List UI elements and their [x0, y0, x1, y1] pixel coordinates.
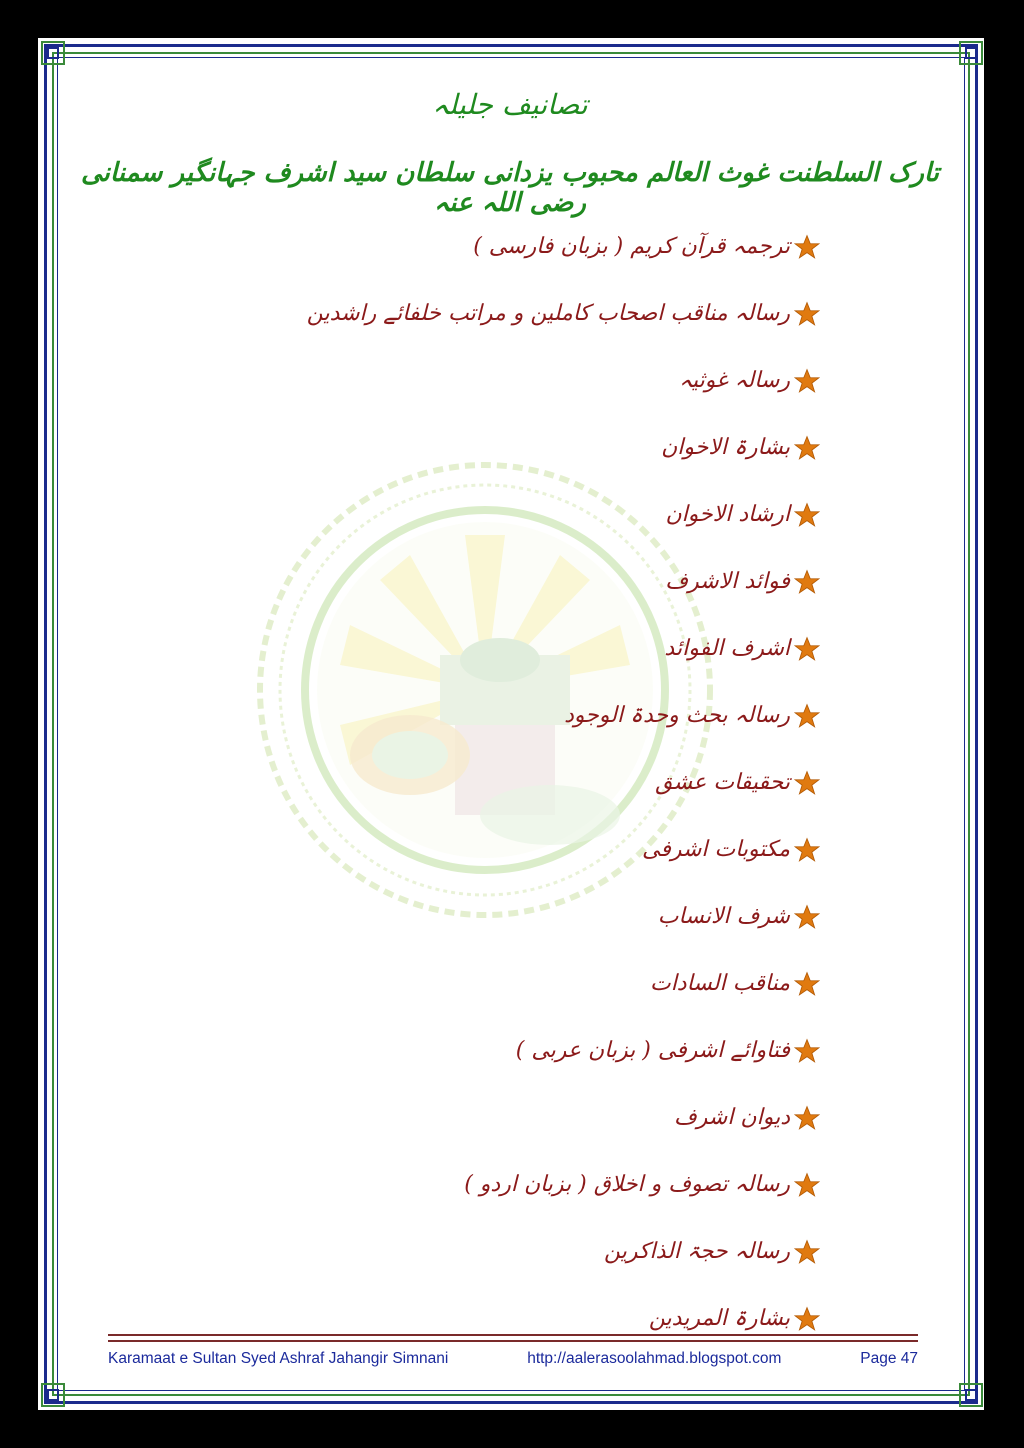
work-title: بشارۃ الاخوان: [661, 435, 790, 460]
list-item: [120, 347, 820, 414]
star-icon: [794, 837, 820, 863]
star-icon: [794, 770, 820, 796]
corner-ornament-bottom-right-icon: [958, 1382, 984, 1408]
work-title: تحقیقات عشق: [655, 770, 790, 795]
list-item: [120, 1084, 820, 1151]
list-item: [120, 1017, 820, 1084]
list-item: [120, 481, 820, 548]
star-icon: [794, 368, 820, 394]
list-item: [120, 280, 820, 347]
footer-page-number: Page 47: [860, 1350, 918, 1367]
work-title: فتاوائے اشرفی ( بزبان عربی ): [515, 1038, 790, 1063]
work-title: اشرف الفوائد: [664, 636, 790, 661]
star-icon: [794, 636, 820, 662]
work-title: رسالہ بحث وحدۃ الوجود: [564, 703, 790, 728]
star-icon: [794, 1306, 820, 1332]
list-item: [120, 548, 820, 615]
list-item: [120, 1151, 820, 1218]
footer-divider: [108, 1334, 918, 1342]
star-icon: [794, 301, 820, 327]
page-title: تصانیف جلیلہ: [432, 88, 588, 121]
list-item: [120, 749, 820, 816]
footer-url-link[interactable]: http://aalerasoolahmad.blogspot.com: [527, 1350, 782, 1367]
star-icon: [794, 569, 820, 595]
work-title: فوائد الاشرف: [665, 569, 790, 594]
corner-ornament-top-left-icon: [40, 40, 66, 66]
corner-ornament-bottom-left-icon: [40, 1382, 66, 1408]
work-title: شرف الانساب: [657, 904, 790, 929]
list-item: [120, 414, 820, 481]
list-item: [120, 682, 820, 749]
star-icon: [794, 435, 820, 461]
star-icon: [794, 234, 820, 260]
star-icon: [794, 1239, 820, 1265]
star-icon: [794, 904, 820, 930]
work-title: رسالہ حجۃ الذاکرین: [604, 1239, 790, 1264]
star-icon: [794, 1105, 820, 1131]
star-icon: [794, 703, 820, 729]
list-item: [120, 816, 820, 883]
star-icon: [794, 1172, 820, 1198]
list-item: [120, 615, 820, 682]
list-item: [120, 1218, 820, 1285]
work-title: بشارۃ المریدین: [648, 1306, 790, 1331]
work-title: ارشاد الاخوان: [665, 502, 790, 527]
work-title: مکتوبات اشرفی: [641, 837, 790, 862]
work-title: رسالہ مناقب اصحاب کاملین و مراتب خلفائے راشدین: [306, 301, 790, 326]
list-item: [120, 950, 820, 1017]
page-subtitle: تارک السلطنت غوث العالم محبوب یزدانی سلطان سید اشرف جہانگیر سمنانی رضی اللہ عنہ: [80, 158, 940, 218]
work-title: مناقب السادات: [649, 971, 790, 996]
work-title: دیوان اشرف: [673, 1105, 790, 1130]
star-icon: [794, 971, 820, 997]
page-footer: [108, 1350, 918, 1368]
corner-ornament-top-right-icon: [958, 40, 984, 66]
list-item: [120, 883, 820, 950]
star-icon: [794, 502, 820, 528]
work-title: ترجمہ قرآن کریم ( بزبان فارسی ): [473, 234, 790, 259]
work-title: رسالہ غوثیہ: [679, 368, 790, 393]
star-icon: [794, 1038, 820, 1064]
work-title: رسالہ تصوف و اخلاق ( بزبان اردو ): [464, 1172, 790, 1197]
works-list: [120, 213, 820, 1352]
footer-book-title: Karamaat e Sultan Syed Ashraf Jahangir Simnani: [108, 1350, 449, 1367]
list-item: [120, 213, 820, 280]
